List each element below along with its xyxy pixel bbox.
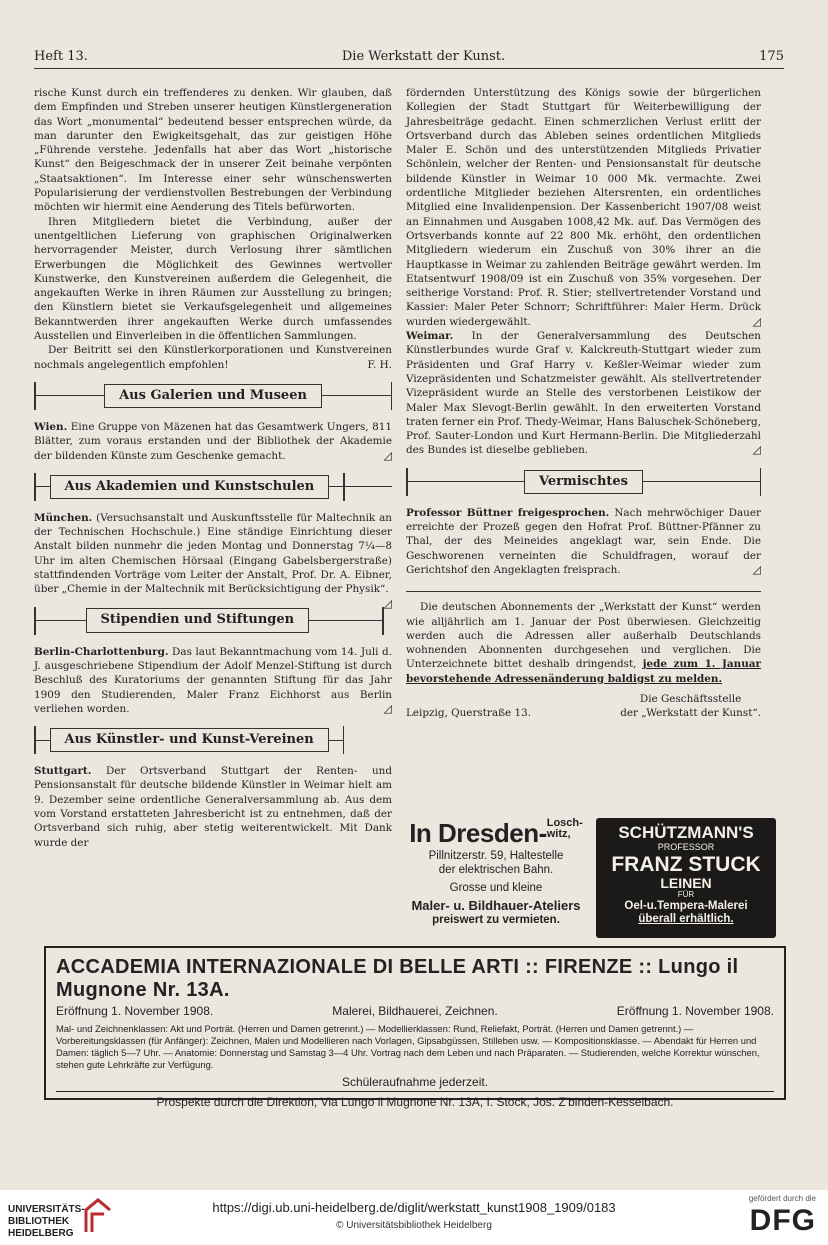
ad-line1: Grosse und kleine [449,882,543,894]
divider [406,591,761,592]
paragraph: rische Kunst durch ein treffenderes zu denken. Wir glauben, daß dem Empfinden und Streben unserer heutigen Künstlergeneration das Wort „monumental“ bedeutend besser entsprechen würde, da man darunter den Ewigkeitsgehalt, das zur geistigen Höhe „Führende verstehe. Jedenfalls hat aber das Wort „historische Kunst“ den Beigeschmack der in unserer Zeit beinahe verpönten „Staatsaktionen“. Im Interesse einer sehr wünschenswerten Popularisierung der verdienstvollen Bestrebungen der Verbindung möchten wir hiermit eine Aenderung des Titels befürworten. [34,87,392,214]
section-title: Stipendien und Stiftungen [86,608,310,632]
accademia-details: Mal- und Zeichnenklassen: Akt und Porträt. (Herren und Damen getrennt.) — Modellierklassen: Rund, Reliefakt, Porträt. (Herren und Damen getrennt.) — Vorbereitungsklassen (für Anfänger): Zeichnen, Malen und Modellieren nach Vorlagen, Gipsabgüssen, Stilleben usw. — Kompositionsklasse. — Abendakt für Herren und Damen: täglich 5—7 Uhr. — Anatomie: Donnerstag und Samstag 3—4 Uhr. Vortrag nach dem Leben und nach Präparaten. — Studierenden, welche Korrektur wünschen, stehen gute Lehrkräfte zur Verfügung. [56,1023,760,1070]
lead-word: Stuttgart. [34,765,92,778]
ad-usage: Oel-u.Tempera-Malerei [624,899,748,912]
end-mark-icon: ◿ [752,443,761,457]
section-title: Aus Akademien und Kunstschulen [50,475,330,499]
ad-artist: FRANZ STUCK [611,852,761,876]
page-number: 175 [759,49,784,64]
advertisements-row [406,818,781,940]
lead-word: Wien. [34,420,68,433]
paragraph-text: In der Generalversammlung des Deutschen Künstlerbundes wurde Graf v. Kalckreuth-Stuttgart wieder zum Präsidenten und Graf Harry v. Keßler-Weimar wieder zum Vizepräsidenten und Schatzmeister gewählt. Als stellvertretender Vizepräsident wurde an Stelle des verstorbenen Leistikow der Maler Max Slevogt-Berlin gewählt. In den erweiterten Vorstand traten ferner ein Prof. Thedy-Weimar, Hans Baluschek-Schöneberg, Prof. Sauter-London und Kurt Hermann-Berlin. Die Mitgliederzahl des Bundes ist dieselbe geblieben. [406,330,762,457]
ad-product: LEINEN [660,874,712,891]
schutzmann-canvas-ad [596,818,776,938]
section-title: Vermischtes [524,470,643,494]
paragraph-text: Nach mehrwöchiger Dauer erreichte der Prozeß gegen den Hofrat Prof. Büttner-Pfänner zu Thal, der des Meineides angeklagt war, sein Ende. Die Geschworenen verneinten die Schuldfragen, worauf der Gerichtshof den Angeklagten freisprach. [406,506,761,576]
dfg-logo: DFG [749,1204,816,1237]
copyright: © Universitätsbibliothek Heidelberg [336,1220,492,1231]
paragraph-text: Der Ortsverband Stuttgart der Renten- und Pensionsanstalt für deutsche bildende Künstler in Weimar hielt am 9. Dezember seine ordentliche Generalversammlung ab. Aus dem vom Vorstand erstatteten Jahresbericht ist zu entnehmen, daß der Ortsverband sich ruhig, aber stetig weiterentwickelt. Mit Dank wurde der [34,765,392,849]
paragraph [406,506,761,577]
accademia-title: ACCADEMIA INTERNAZIONALE DI BELLE ARTI :: FIRENZE :: Lungo il Mugnone Nr. 13A. [56,956,739,1001]
section-heading [34,607,384,635]
opening-left: Eröffnung 1. November 1908. [56,1004,214,1018]
dresden-atelier-ad [406,818,586,927]
paragraph [406,86,761,329]
subjects: Malerei, Bildhauerei, Zeichnen. [332,1004,498,1018]
sign-place: Leipzig, Querstraße 13. [406,707,531,720]
ad-line2: Maler- u. Bildhauer-Ateliers [411,898,581,913]
ad-district-1: Losch- [546,817,583,829]
ad-street: Pillnitzerstr. 59, Haltestelle [428,850,564,862]
subscription-notice [406,600,761,686]
sign-line-1: Die Geschäftsstelle [639,692,742,705]
paragraph-text: Der Beitritt sei den Künstlerkorporationen und Kunstvereinen nochmals angelegentlich empfohlen! [34,344,392,371]
library-name-3: HEIDELBERG [8,1228,74,1239]
section-heading [34,473,392,501]
section-title: Aus Künstler- und Kunst-Vereinen [50,728,329,752]
ad-for: FÜR [677,890,695,900]
lead-word: Weimar. [406,330,454,343]
right-column [406,86,761,721]
funding-label: gefördert durch die [748,1194,816,1203]
left-column [34,86,392,850]
document-url[interactable]: https://digi.ub.uni-heidelberg.de/diglit/werkstatt_kunst1908_1909/0183 [212,1200,616,1215]
header-rule [34,68,784,69]
end-mark-icon: ◿ [383,701,392,715]
end-mark-icon: ◿ [383,596,392,610]
lead-word: Professor Büttner freigesprochen. [406,506,610,519]
section-heading [406,468,761,496]
end-mark-icon: ◿ [752,562,761,576]
lead-word: München. [34,511,93,524]
paragraph [34,645,392,716]
accademia-admission: Schüleraufnahme jederzeit. [341,1075,489,1089]
sign-line-2: der „Werkstatt der Kunst“. [620,707,761,720]
issue-label: Heft 13. [34,49,88,64]
paragraph [34,764,392,850]
paragraph [34,420,392,463]
lead-word: Berlin-Charlottenburg. [34,645,169,658]
paragraph [406,329,761,458]
ad-tram: der elektrischen Bahn. [438,864,554,876]
paragraph-text: fördernden Unterstützung des Königs sowie der bürgerlichen Kollegien der Stadt Stuttgart für Weiterbewilligung der Jahresbeiträge gedacht. Einen schmerzlichen Verlust erlitt der Ortsverband durch das Ableben seines ordentlichen Mitglieds Maler E. Schön und des unterstützenden Mitglieds Privatier Schönlein, welcher der Renten- und Pensionsanstalt für deutsche bildende Künstler in Weimar 10 000 Mk. vermachte. Zwei ordentliche Mitglieder beziehen Altersrenten, ein ordentliches Mitglied eine Invalidenpension. Der Kassenbericht 1907/08 weist an Einnahmen und Ausgaben 1008,42 Mk. auf. Das Vermögen des Ortsverbands konnte auf 22 800 Mk. erhöht, den ordentlichen Mitgliedern wiederum ein Zuschuß von 30% ihrer an die Hauptkasse in Weimar zu zahlenden Beiträge gewährt werden. Im Etatsentwurf 1908/09 ist ein Zuschuß von 35% vorgesehen. Der seitherige Vorstand: Prof. R. Stier; stellvertretender Vorstand und Kassier: Maler Peter Schnorr; Schriftführer: Maler Herm. Drück wurden wiedergewählt. [406,87,761,328]
ad-availability: überall erhältlich. [638,912,734,925]
end-mark-icon: ◿ [752,314,761,328]
ad-brand: SCHÜTZMANN'S [618,823,754,842]
notice-bold: jede zum 1. Januar bevorstehende Adressenänderung baldigst zu melden. [406,658,761,685]
signature: F. H. [367,358,392,371]
paragraph-text: (Versuchsanstalt und Auskunftsstelle für Maltechnik an der Technischen Hochschule.) Eine ständige Einrichtung dieser Anstalt bilden nunmehr die jeden Montag und Donnerstag 7¼—8 Uhr im alten Chemischen Hörsaal (Eingang Gabelsbergerstraße) stattfindenden Vorträge vom Leiter der Anstalt, Prof. Dr. A. Eibner, über „Chemie in der Maltechnik mit Berücksichtigung der Physik“. [34,511,392,596]
paragraph [34,511,392,610]
ad-line3: preiswert zu vermieten. [432,914,560,926]
library-name-2: BIBLIOTHEK [8,1216,70,1227]
end-mark-icon: ◿ [383,448,392,462]
ad-professor: PROFESSOR [657,841,715,852]
accademia-ad [44,946,786,1109]
accademia-subtitle [46,1002,784,1020]
paragraph-text: Das laut Bekanntmachung vom 14. Juli d. J. ausgeschriebene Stipendium der Adolf Menzel-Stiftung ist durch Beschluß des Kuratoriums der genannten Stiftung für das Jahr 1909 den Studierenden, Maler Franz Eichhorst aus Berlin verliehen worden. [34,645,392,715]
section-heading [34,382,392,410]
library-name-1: UNIVERSITÄTS- [8,1204,85,1215]
section-title: Aus Galerien und Museen [104,384,322,408]
paragraph: Ihren Mitgliedern bietet die Verbindung, außer der unentgeltlichen Lieferung von graphischen Originalwerken hervorragender Meister, durch Verlosung ihrer sämtlichen Erwerbungen die Möglichkeit des Gewinnes wertvoller Kunstwerke, den Kunstvereinen außerdem die Gelegenheit, die angekauften Werke in ihren Räumen zur Ausstellung zu bringen; den Künstlern bietet sie Verkaufsgelegenheit und allgemeines Bekanntwerden ihrer angekauften Werke durch umfassendes Ausstellen und Einverleiben in die öffentlichen Sammlungen. [34,215,392,343]
paragraph-text: Eine Gruppe von Mäzenen hat das Gesamtwerk Ungers, 811 Blätter, zum voraus erstanden und der Bibliothek der Akademie der bildenden Künste zum Geschenke gemacht. [34,420,392,462]
ad-city: In Dresden- [409,818,547,848]
accademia-prospectus: Prospekte durch die Direktion, Via Lungo il Mugnone Nr. 13A, I. Stock, Jos. Z'binden-Kesselbach. [56,1091,774,1109]
notice-signature [406,692,761,721]
paragraph [34,343,392,372]
library-footer [0,1190,828,1245]
ad-district-2: witz, [546,828,571,840]
opening-right: Eröffnung 1. November 1908. [616,1004,774,1018]
journal-title: Die Werkstatt der Kunst. [341,49,506,64]
section-heading [34,726,392,754]
notice-text: Die deutschen Abonnements der „Werkstatt der Kunst“ werden wie alljährlich am 1. Januar der Post überwiesen. Gleichzeitig werden auch die Adressen aller außerhalb Deutschlands wohnenden Abonnenten durchgesehen und verglichen. Die Unterzeichnete bittet deshalb dringendst, [406,601,761,671]
page-header [34,46,784,64]
